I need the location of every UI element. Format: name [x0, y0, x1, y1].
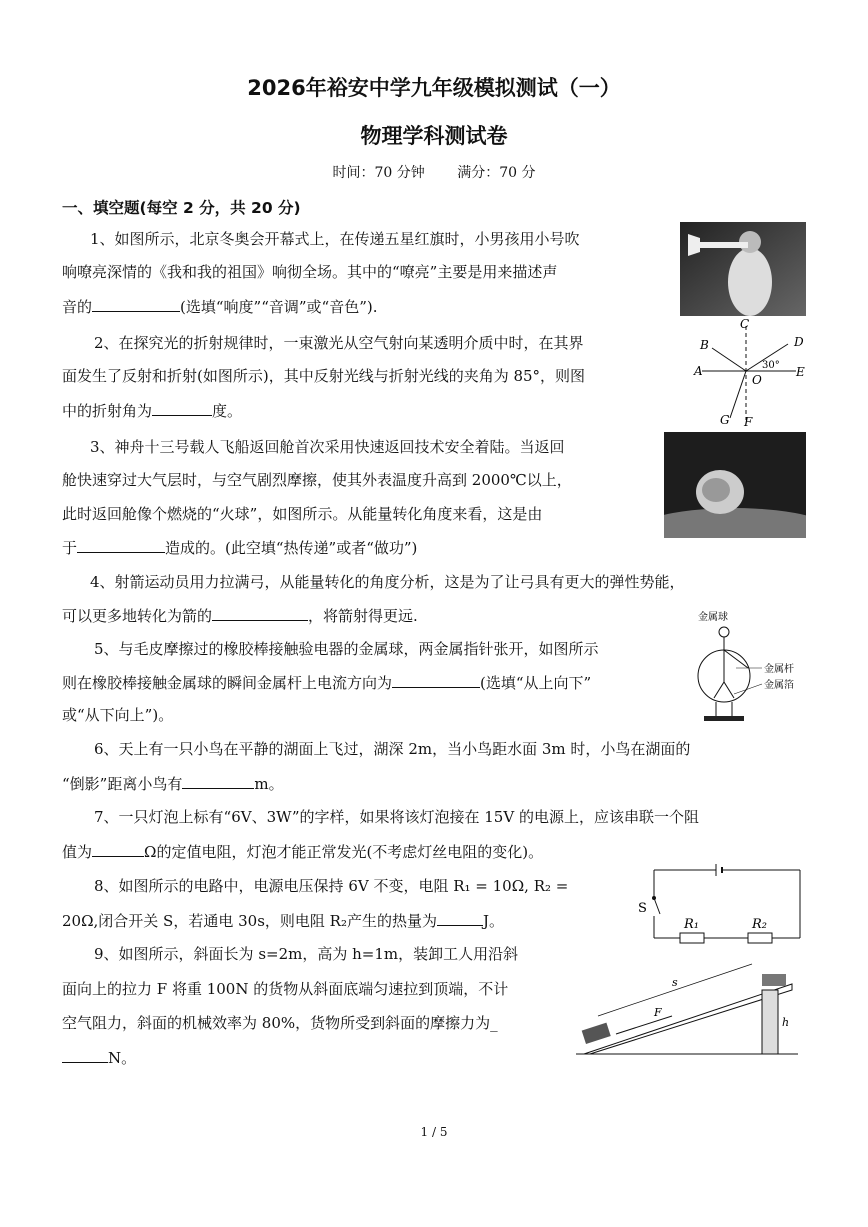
- q4-text-a: 可以更多地转化为箭的: [62, 607, 213, 625]
- electroscope-diagram: [686, 610, 808, 730]
- q6-text-b: m。: [254, 775, 284, 793]
- exam-meta: [0, 162, 868, 182]
- q1-line-2: 响嘹亮深情的《我和我的祖国》响彻全场。其中的“嘹亮”主要是用来描述声: [62, 263, 558, 281]
- q3-text-b: 造成的。(此空填“热传递”或者“做功”): [165, 539, 418, 557]
- label-h: h: [782, 1016, 790, 1029]
- q2-line-1: 2、在探究光的折射规律时，一束激光从空气射向某透明介质中时，在其界: [94, 334, 584, 352]
- q3-line-4: [62, 537, 417, 558]
- q6-line-2: [62, 773, 284, 794]
- page-number: 1 / 5: [420, 1125, 448, 1139]
- label-R1: R₁: [684, 917, 699, 932]
- label-C: C: [740, 318, 750, 331]
- q2-answer-blank[interactable]: [152, 400, 212, 416]
- q4-answer-blank[interactable]: [212, 605, 308, 621]
- q8-text-b: J。: [482, 912, 504, 930]
- q7-text-a: 值为: [62, 843, 93, 861]
- q1-line-1: 1、如图所示，北京冬奥会开幕式上，在传递五星红旗时，小男孩用小号吹: [90, 230, 580, 248]
- q8-text-a: 20Ω,闭合开关 S，若通电 30s，则电阻 R₂产生的热量为: [62, 912, 437, 930]
- q8-answer-blank[interactable]: [437, 910, 483, 926]
- label-switch-S: S: [638, 901, 647, 916]
- section-heading: 一、填空题(每空 2 分，共 20 分): [62, 199, 301, 217]
- label-B: B: [700, 338, 709, 352]
- q6-line-1: 6、天上有一只小鸟在平静的湖面上飞过，湖深 2m，当小鸟距水面 3m 时，小鸟在湖面的: [94, 740, 691, 758]
- q9-line-1: 9、如图所示，斜面长为 s=2m，高为 h=1m，装卸工人用沿斜: [94, 945, 519, 963]
- q5-line-2: [62, 672, 591, 693]
- q8-line-2: [62, 910, 504, 931]
- label-s: s: [672, 976, 678, 989]
- exam-score: 满分：70 分: [457, 165, 536, 181]
- exam-title: 2026年裕安中学九年级模拟测试（一）: [247, 76, 621, 100]
- label-metal-foil: 金属箔: [764, 680, 794, 691]
- q9-text-b: N。: [108, 1049, 137, 1067]
- q1-answer-blank[interactable]: [92, 296, 180, 312]
- q5-text-a: 则在橡胶棒接触金属球的瞬间金属杆上电流方向为: [62, 674, 393, 692]
- q5-text-b: (选填“从上向下”: [480, 674, 592, 692]
- exam-time: 时间：70 分钟: [332, 165, 425, 181]
- refraction-diagram: [690, 318, 808, 428]
- q1-line-3: [62, 296, 378, 317]
- label-angle: 30°: [762, 360, 780, 371]
- label-G: G: [720, 413, 730, 427]
- q7-text-b: Ω的定值电阻，灯泡才能正常发光(不考虑灯丝电阻的变化)。: [144, 843, 544, 861]
- exam-subtitle: 物理学科测试卷: [360, 124, 508, 148]
- q8-line-1: 8、如图所示的电路中，电源电压保持 6V 不变，电阻 R₁ = 10Ω, R₂ =: [94, 877, 569, 895]
- q9-line-4: [62, 1047, 136, 1068]
- label-F: F: [744, 415, 753, 428]
- q7-line-2: [62, 841, 543, 862]
- q2-text-a: 中的折射角为: [62, 402, 153, 420]
- q3-answer-blank[interactable]: [77, 537, 165, 553]
- circuit-diagram: [636, 862, 808, 944]
- label-O: O: [752, 373, 762, 387]
- incline-diagram: [576, 958, 804, 1062]
- q9-line-3: 空气阻力，斜面的机械效率为 80%，货物所受到斜面的摩擦力为_: [62, 1014, 498, 1032]
- trumpet-boy-photo: [680, 222, 806, 316]
- q3-line-1: 3、神舟十三号载人飞船返回舱首次采用快速返回技术安全着陆。当返回: [90, 438, 565, 456]
- q1-text-b: (选填“响度”“音调”或“音色”).: [180, 298, 378, 316]
- q9-line-2: 面向上的拉力 F 将重 100N 的货物从斜面底端匀速拉到顶端，不计: [62, 980, 509, 998]
- q6-text-a: “倒影”距离小鸟有: [62, 775, 183, 793]
- label-metal-ball: 金属球: [698, 612, 728, 623]
- q4-text-b: ，将箭射得更远.: [308, 607, 418, 625]
- label-metal-rod: 金属杆: [764, 664, 794, 675]
- q2-line-3: [62, 400, 242, 421]
- label-R2: R₂: [752, 917, 767, 932]
- q2-text-b: 度。: [212, 402, 243, 420]
- q5-line-1: 5、与毛皮摩擦过的橡胶棒接触验电器的金属球，两金属指针张开，如图所示: [94, 640, 599, 658]
- capsule-photo: [664, 432, 806, 538]
- q7-answer-blank[interactable]: [92, 841, 144, 857]
- label-D: D: [794, 335, 804, 349]
- label-F: F: [654, 1006, 662, 1019]
- q4-line-1: 4、射箭运动员用力拉满弓，从能量转化的角度分析，这是为了让弓具有更大的弹性势能，: [90, 573, 685, 591]
- q7-line-1: 7、一只灯泡上标有“6V、3W”的字样，如果将该灯泡接在 15V 的电源上，应该串联一个阻: [94, 808, 699, 826]
- q6-answer-blank[interactable]: [182, 773, 254, 789]
- q3-line-3: 此时返回舱像个燃烧的“火球”，如图所示。从能量转化角度来看，这是由: [62, 505, 543, 523]
- q1-text-a: 音的: [62, 298, 93, 316]
- label-A: A: [694, 364, 703, 378]
- q4-line-2: [62, 605, 418, 626]
- q9-answer-blank[interactable]: [62, 1047, 108, 1063]
- q3-line-2: 舱快速穿过大气层时，与空气剧烈摩擦，使其外表温度升高到 2000℃以上，: [62, 471, 572, 489]
- q5-answer-blank[interactable]: [392, 672, 480, 688]
- q3-text-a: 于: [62, 539, 78, 557]
- q2-line-2: 面发生了反射和折射(如图所示)，其中反射光线与折射光线的夹角为 85°，则图: [62, 367, 586, 385]
- q5-line-3: 或“从下向上”)。: [62, 706, 174, 724]
- label-E: E: [796, 365, 805, 379]
